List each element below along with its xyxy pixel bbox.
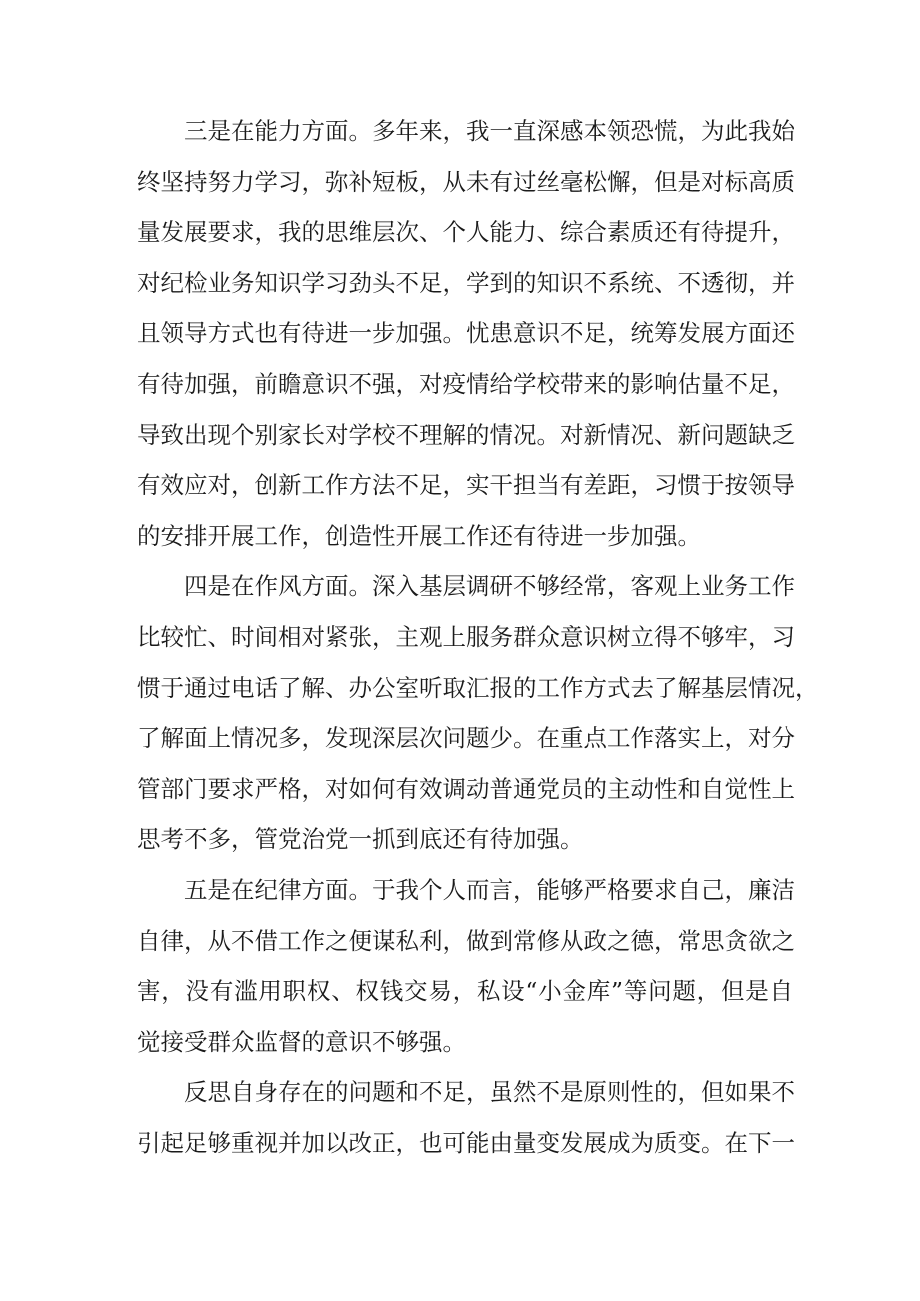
paragraph-discipline (137, 865, 793, 1067)
text-line: 自律，从不借工作之便谋私利，做到常修从政之德，常思贪欲之 (137, 926, 795, 955)
text-line: 五是在纪律方面。于我个人而言，能够严格要求自己，廉洁 (137, 875, 795, 904)
text-line: 的安排开展工作，创造性开展工作还有待进一步加强。 (137, 521, 701, 550)
text-line: 觉接受群众监督的意识不够强。 (137, 1027, 466, 1056)
text-line: 量发展要求，我的思维层次、个人能力、综合素质还有待提升， (137, 218, 795, 247)
text-line: 引起足够重视并加以改正，也可能由量变发展成为质变。在下一 (137, 1128, 795, 1157)
paragraph-ability (137, 106, 793, 561)
text-line: 管部门要求严格，对如何有效调动普通党员的主动性和自觉性上 (137, 774, 795, 803)
text-line: 比较忙、时间相对紧张，主观上服务群众意识树立得不够牢，习 (137, 622, 795, 651)
text-line: 四是在作风方面。深入基层调研不够经常，客观上业务工作 (137, 572, 795, 601)
text-line: 有待加强，前瞻意识不强，对疫情给学校带来的影响估量不足， (137, 369, 795, 398)
text-line: 了解面上情况多，发现深层次问题少。在重点工作落实上，对分 (137, 724, 795, 753)
text-line: 终坚持努力学习，弥补短板，从未有过丝毫松懈，但是对标高质 (137, 167, 795, 196)
text-line: 惯于通过电话了解、办公室听取汇报的工作方式去了解基层情况， (137, 673, 819, 702)
text-line: 反思自身存在的问题和不足，虽然不是原则性的，但如果不 (137, 1078, 795, 1107)
paragraph-work-style (137, 561, 819, 865)
text-line: 思考不多，管党治党一抓到底还有待加强。 (137, 825, 584, 854)
paragraph-reflection (137, 1067, 793, 1168)
text-line: 三是在能力方面。多年来，我一直深感本领恐慌，为此我始 (137, 117, 795, 145)
text-line: 对纪检业务知识学习劲头不足，学到的知识不系统、不透彻，并 (137, 268, 795, 297)
text-line: 导致出现个别家长对学校不理解的情况。对新情况、新问题缺乏 (137, 420, 795, 449)
text-line: 且领导方式也有待进一步加强。忧患意识不足，统筹发展方面还 (137, 319, 795, 348)
document-page (137, 106, 819, 1168)
text-line: 害，没有滥用职权、权钱交易，私设“小金库”等问题，但是自 (137, 977, 793, 1006)
text-line: 有效应对，创新工作方法不足，实干担当有差距，习惯于按领导 (137, 471, 795, 500)
